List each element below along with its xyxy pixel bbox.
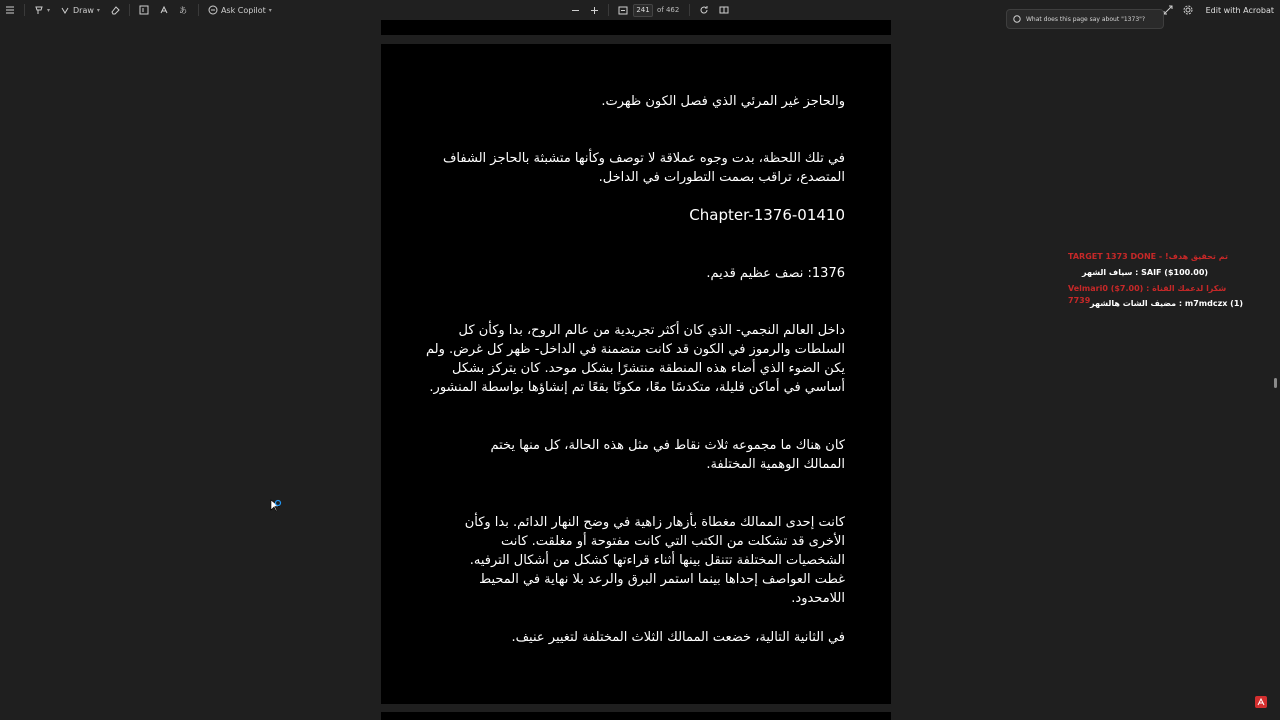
page-total: of 462 [657,6,680,14]
rotate-button[interactable] [694,0,714,20]
paragraph: في تلك اللحظة، بدت وجوه عملاقة لا توصف وكأنها متشبثة بالحاجز الشفاف المتصدع، تراقب بصمت التطورات في الداخل. [442,151,845,185]
eraser-icon [110,5,120,15]
list-icon [5,5,15,15]
next-page [381,712,891,720]
separator [129,4,130,16]
plus-icon [590,6,599,15]
translate-icon [179,5,189,15]
separator [608,4,609,16]
separator [24,4,25,16]
stream-overlay [1064,252,1254,312]
read-aloud-icon [159,5,169,15]
paragraph: كانت إحدى الممالك مغطاة بأزهار زاهية في وضح النهار الدائم. بدا وكأن الأخرى قد تشكلت من الكتب التي كانت مفتوحة أو مغلقت. كانت الشخصيات المختلفة تتنقل بينها أثناء قراءتها كشكل من أشكال الترفيه. غطت العواصف إحداها بينما استمر البرق والرعد بلا نهاية في المحيط اللامحدود. [464,515,845,606]
mouse-cursor-icon [270,498,282,517]
page-number-input[interactable]: 241 [633,4,653,17]
chevron-down-icon[interactable]: ▾ [268,6,272,14]
overlay-number: 7739 [1068,296,1091,305]
scrollbar-thumb[interactable] [1274,378,1277,388]
overlay-chat-host-line: مضيف الشات هالشهر : m7mdczx (1) [1090,299,1244,308]
draw-button[interactable] [55,0,105,20]
right-tools [1158,0,1274,20]
chevron-down-icon[interactable]: ▾ [96,6,100,14]
draw-label: Draw [73,5,94,15]
overlay-donation-line: Velmari0 ($7.00) : شكرا لدعمك القناة [1068,284,1227,293]
fit-page-icon [618,6,628,15]
copilot-suggestion-text: What does this page say about "1373"? [1026,15,1146,23]
pdf-page [381,44,891,704]
paragraph: داخل العالم النجمي- الذي كان أكثر تجريدية من عالم الروح، بدا وكأن كل السلطات والرموز في الكون قد كانت متضمنة في الداخل- ظهر كل غرض. ولم يكن الضوء الذي أضاء هذه المنطقة منتشرًا بشكل موحد. كان يتركز بشكل أساسي في أماكن قليلة، متكدسًا معًا، مكونًا بقعًا تم إنشاؤها بواسطة المنشور. [426,323,845,395]
fit-page-button[interactable] [613,0,633,20]
highlight-button[interactable] [29,0,55,20]
paragraph: والحاجز غير المرئي الذي فصل الكون ظهرت. [601,94,845,109]
chapter-heading: Chapter-1376-01410 [689,206,845,224]
paragraph: في الثانية التالية، خضعت الممالك الثلاث المختلفة لتغيير عنيف. [511,630,845,645]
page-view-button[interactable] [714,0,734,20]
settings-button[interactable] [1178,0,1198,20]
read-aloud-button[interactable] [154,0,174,20]
acrobat-icon[interactable] [1255,693,1267,712]
chevron-down-icon[interactable]: ▾ [47,6,51,14]
paragraph: كان هناك ما مجموعه ثلاث نقاط في مثل هذه الحالة، كل منها يختم الممالك الوهمية المختلفة. [490,438,845,472]
copilot-suggestion[interactable] [1006,9,1164,29]
rotate-icon [699,5,709,15]
copilot-icon [1013,15,1021,23]
previous-page [381,20,891,35]
translate-button[interactable] [174,0,194,20]
highlighter-icon [34,5,44,15]
ask-copilot-button[interactable] [203,0,277,20]
overlay-sponsor-line: سياف الشهر : SAIF ($100.00) [1082,268,1209,277]
separator [689,4,690,16]
erase-button[interactable] [105,0,125,20]
pen-icon [60,5,70,15]
zoom-out-button[interactable] [566,0,585,20]
overlay-target-line: TARGET 1373 DONE - !تم تحقيق هدف [1068,252,1228,261]
edit-with-acrobat-button[interactable]: Edit with Acrobat [1205,5,1274,15]
expand-icon [1163,5,1173,15]
page-controls [566,0,734,20]
contents-button[interactable] [0,0,20,20]
text-box-button[interactable] [134,0,154,20]
zoom-in-button[interactable] [585,0,604,20]
paragraph: 1376: نصف عظيم قديم. [706,266,845,281]
separator [198,4,199,16]
minus-icon [571,6,580,15]
svg-text:あ: あ [178,6,187,15]
text-box-icon [139,5,149,15]
copilot-icon [208,5,218,15]
gear-icon [1183,5,1193,15]
page-view-icon [719,5,729,15]
ask-copilot-label: Ask Copilot [220,5,266,15]
